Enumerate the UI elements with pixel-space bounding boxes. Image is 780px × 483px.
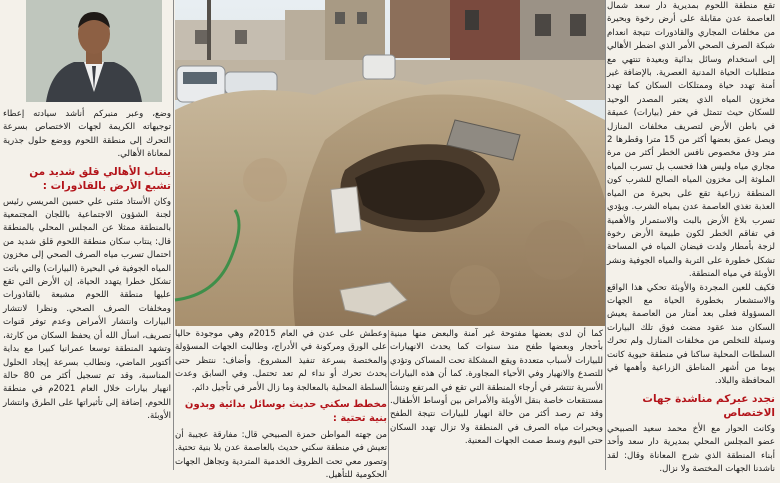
- left-paragraph-1: وضع، وعبر منبركم أناشد سيادته إعطاء توجيهاته الكريمة لجهات الاختصاص بسرعة التحرك إلى منطقة اللحوم ووضع حلول جذرية لمعاناة الأهالي.: [3, 109, 171, 160]
- column-divider: [173, 0, 174, 470]
- column-divider: [388, 330, 389, 470]
- left-headline: ينتاب الأهالي قلق شديد من تشبع الأرض بالقاذورات :: [29, 165, 171, 192]
- middle-left-paragraph-2: من جهته المواطن حمزة الصبيحي قال: مفارقة عجيبة أن تعيش في منطقة سكني حديث بالعاصمة عدن بلا بنية تحتية. وتصور معي تحت الظروف الخدمية المتردية وتجاهل الجهات الحكومية للتأهيل.: [175, 430, 387, 481]
- right-paragraph-2: فكيف للعين المجردة والأوبئة تحكي هذا الواقع والاستشعار بخطورة الحياة مع الجهات المسؤولة فعلى بعد أمتار من العاصمة يعيش السكان منذ عقود مضت فوق تلك البيارات وسيلة للتخلص من مخلفات المنازل ولم تحرك السلطات المحلية ساكنا في منطقة حيوية كانت يوما من أشهر المناطق الزراعية وأهمها في المحافظة والبلاد.: [607, 282, 775, 387]
- left-paragraph-2: وكان الأستاذ مثنى علي حسين المريسي رئيس لجنة الشؤون الاجتماعية باللجان المجتمعية بالمنطقة ممثلا عن المجلس المحلي بالمنطقة قال: ينتاب سكان منطقة اللحوم قلق شديد من احتمال تسرب مياه الصرف الصحي إلى مخزون المياه الجوفية في البحيرة (البيارات) والتي باتت تشكل خطرا يتهدد الحياة، إن الأرض التي تقع عليها منطقة اللحوم مشبعة بالقاذورات ومخلفات الصرف الصحي. ونظرا لانتشار البيارات وانتشار الأمراض وعدم توفر قنوات تصريف، اسأل الله أن يحفظ السكان من كارثة، وتشهد المنطقة توسعا عمرانيا كبيرا مع بداية أكتوبر الماضي، ونطالب بسرعة إيجاد الحلول المناسبة، وقد تم تسجيل أكثر من 80 حالة انهيار بيارات خلال العام 2021م في منطقة اللحوم، إضافة إلى تأثيراتها على الطرق وانتشار الأوبئة.: [3, 196, 171, 422]
- middle-left-column: [175, 328, 388, 481]
- left-column: [3, 108, 171, 470]
- right-paragraph-3: وكانت الحوار مع الأخ محمد سعيد الصبيحي عضو المجلس المحلي بمديرية دار سعد وأحد أبناء المنطقة الذي شرح المعاناة وقال: لقد ناشدنا الجهات المختصة ولا نزال.: [607, 423, 775, 474]
- right-headline: نجدد عبركم مناشدة جهات الاختصاص: [642, 392, 775, 419]
- middle-left-paragraph-1: وعطش على عدن في العام 2015م وهي موجودة حاليا على الورق ومركونة في الأدراج، وطالبت الجهات المسؤولة والمختصة بسرعة تنفيذ المشروع. وأضاف: ننتظر حتى يحدث تحرك أو نداء لم تعد تحتمل. وفي السابق وعدت السلطة المحلية بالمعالجة وما زال الأمر في تأجيل دائم.: [175, 329, 388, 393]
- right-column: [607, 0, 775, 474]
- middle-right-paragraph: كما أن لدى بعضها مفتوحة غير آمنة والبعض منها مبنية بأحجار وبعضها طفح منذ سنوات كما يحدث الانهيارات للبيارات لأسباب متعددة ويقع المشكلة تحت المساكن وتؤدي للتصدع والانهيار وفي الأحياء المجاورة. كما أن هذه البيارات الأسرية تنتشر في أرجاء المنطقة التي تقع في المرتفع وتنشأ مستنقعات خاصة بنقل الأوبئة والأمراض بين أوساط الأطفال. وقد تم رصد أكثر من حالة انهيار للبيارات نتيجة الطفح وبحيرات مياه الصرف في المنطقة ولا تزال تهدد السكان حتى اليوم وسط صمت الجهات المعنية.: [390, 329, 603, 447]
- middle-right-column: [390, 328, 603, 470]
- column-divider: [605, 0, 606, 470]
- portrait-photo: [26, 0, 162, 102]
- right-paragraph-1: تقع منطقة اللحوم بمديرية دار سعد شمال العاصمة عدن مقابلة على أرض رخوة وبحيرة من مخلفات المجاري والقاذورات نتيجة انعدام شبكة الصرف الصحي الأمر الذي اضطر الأهالي إلى استخدام وسائل بدائية وبعيدة تنتهي مع متطلبات الحياة المدنية العصرية. بالإضافة غير أمنة تهدد حياة وممتلكات السكان كما تهدد مخزون المياه الذي يعتبر المصدر الوحيد للسكان حيث تتمثل في حفر (بيارات) عميقة في باطن الأرض لتصريف مخلفات المنازل ويصل عمق بعضها أكثر من 15 مترا وقطرها 2 متر ودق مخصوص نافس الخطر أكثر من مرة مجاري مياه وليس هذا فحسب بل تسرب المياه الملوثة إلى مخزون المياه الصالح للشرب كون المنطقة زراعية تقع على بحيرة من المياه العذبة تغذي العاصمة عدن بمياه الشرب. ويؤدي تسرب بلاغ الأرض بالبت والاستمرار والأهمية في تفاقم الخطر لكون طبيعة الأرض رخوة لزجة بأمطار ولدت فيضان المياه في المساحة تشكل خطورة على التربة والمياه الجوفية ونشر الأوبئة في مياه المنطقة.: [607, 1, 775, 280]
- middle-left-headline: مخطط سكني حديث بوسائل بدائية وبدون بنية تحتية :: [184, 399, 387, 425]
- sewage-pit-photo: [175, 0, 605, 326]
